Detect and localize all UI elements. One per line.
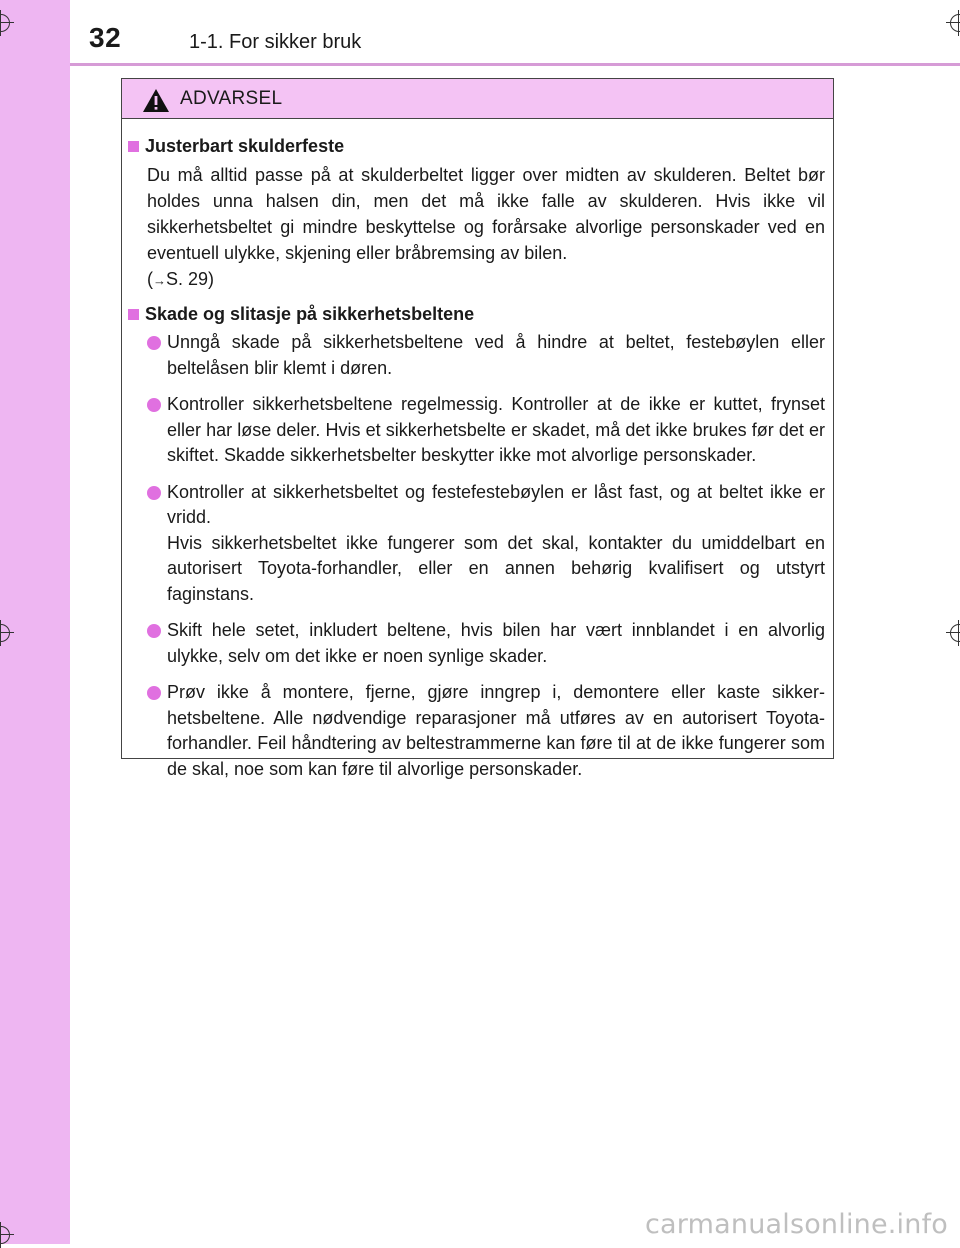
square-bullet-icon	[128, 309, 139, 320]
warning-body	[122, 119, 833, 782]
warning-triangle-icon	[142, 88, 170, 113]
round-bullet-icon	[147, 398, 161, 412]
topic-paragraph: Du må alltid passe på at skulderbeltet ligger over midten av skulderen. Beltet bør holdes unna halsen din, men det må ikke falle av skulderen. Hvis ikke vil sikkerhetsbeltet gi mindre beskyttelse og forårsake alvorlige personskader ved en eventuell ulykke, skjening eller bråbremsing av bilen. (→S. 29)	[128, 162, 825, 294]
round-bullet-icon	[147, 686, 161, 700]
topic-paragraph-text: Du må alltid passe på at skulderbeltet ligger over midten av skulderen. Beltet bør holdes unna halsen din, men det må ikke falle av skulderen. Hvis ikke vil sikkerhetsbeltet gi mindre beskyttelse og forårsake alvorlige personskader ved en eventuell ulykke, skjening eller bråbremsing av bilen.	[147, 165, 825, 263]
list-item-text: Kontroller at sikkerhetsbeltet og festefestebøylen er låst fast, og at beltet ikke er vridd.	[167, 481, 825, 527]
section-title: 1-1. For sikker bruk	[189, 31, 362, 53]
warning-label: ADVARSEL	[180, 87, 283, 109]
registration-mark-bottom-left	[0, 1222, 14, 1248]
registration-mark-top-left	[0, 10, 14, 36]
list-item	[128, 618, 825, 669]
page-reference-link[interactable]: S. 29	[166, 269, 209, 289]
warning-box	[121, 78, 834, 779]
list-item-text: Kontroller sikkerhetsbeltene regelmessig. Kontroller at de ikke er kuttet, frynset eller har løse deler. Hvis et sikkerhetsbelte er skadet, må det ikke brukes før det er skiftet. Skadde sikkerhetsbelter beskytter ikke mot alvorlige personskader.	[167, 394, 825, 465]
list-item-text: Hvis sikkerhetsbeltet ikke fungerer som det skal, kontakter du umiddelbart en autorisert Toyota-forhandler, eller en annen behørig kvalifisert og utstyrt faginstans.	[167, 532, 825, 604]
topic-heading	[128, 301, 825, 327]
topic-heading-text: Justerbart skulderfeste	[145, 136, 345, 156]
list-item-text: Prøv ikke å montere, fjerne, gjøre inngrep i, demontere eller kaste sikkerhetsbeltene. Alle nødvendige reparasjoner må utføres av en autorisert Toyota-forhandler. Feil håndtering av beltestrammerne kan føre til at de ikke fungerer som de skal, noe som kan føre til alvorlige personskader.	[167, 682, 825, 779]
list-item	[128, 330, 825, 381]
watermark: carmanualsonline.info	[645, 1209, 948, 1240]
list-item-text: Skift hele setet, inkludert beltene, hvis bilen har vært innblandet i en alvorlig ulykke, selv om det ikke er noen synlige skader.	[167, 620, 825, 666]
round-bullet-icon	[147, 486, 161, 500]
page-number: 32	[89, 22, 122, 53]
round-bullet-icon	[147, 624, 161, 638]
topic-belt-damage	[128, 301, 825, 782]
topic-adjustable-shoulder-anchor	[128, 133, 825, 294]
list-item-text: Unngå skade på sikkerhetsbeltene ved å hindre at beltet, festebøylen eller beltelåsen blir klemt i døren.	[167, 332, 825, 378]
list-item	[128, 392, 825, 469]
list-item	[128, 680, 825, 782]
header-divider	[70, 63, 960, 66]
topic-heading-text: Skade og slitasje på sikkerhetsbeltene	[145, 304, 475, 324]
warning-header	[122, 79, 833, 119]
reference-arrow-icon: →	[153, 273, 166, 288]
registration-mark-mid-left	[0, 620, 14, 646]
round-bullet-icon	[147, 336, 161, 350]
topic-heading	[128, 133, 825, 159]
list-item	[128, 480, 825, 608]
registration-mark-mid-right	[946, 620, 960, 646]
square-bullet-icon	[128, 141, 139, 152]
registration-mark-top-right	[946, 10, 960, 36]
